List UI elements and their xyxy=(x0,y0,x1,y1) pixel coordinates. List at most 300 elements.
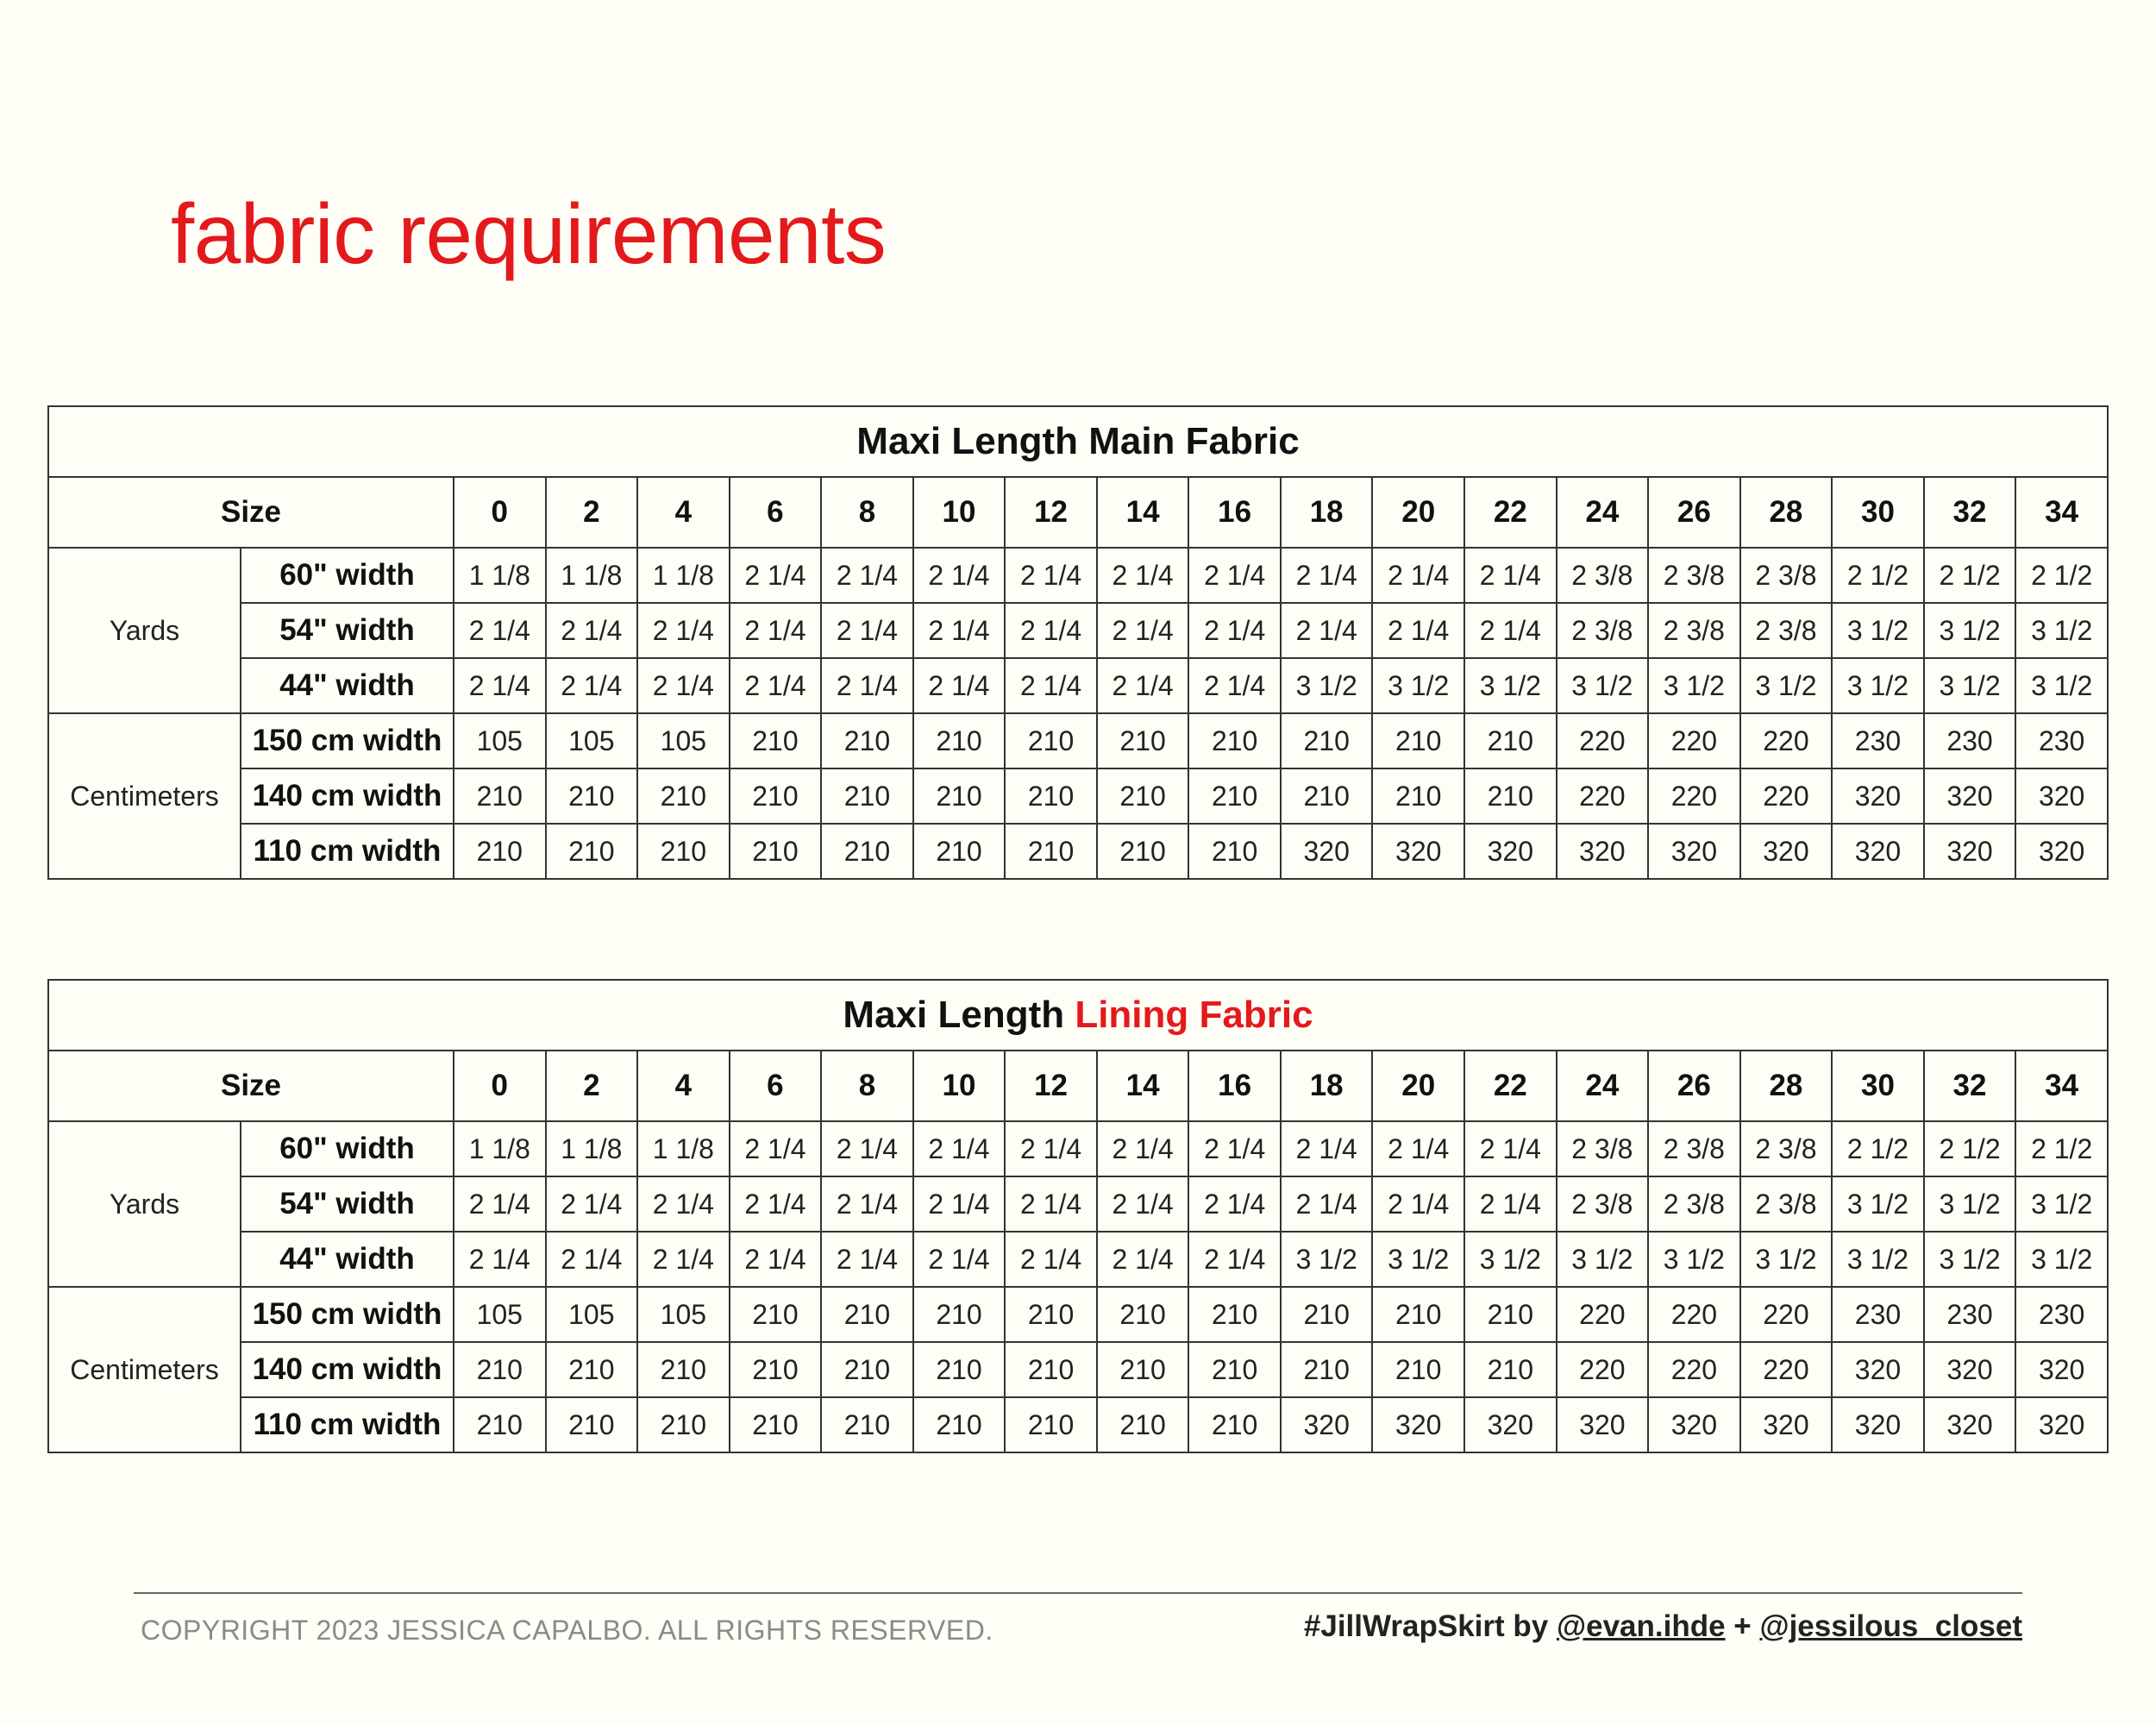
amount-cell: 2 1/4 xyxy=(454,1176,546,1232)
amount-cell: 1 1/8 xyxy=(637,1121,730,1176)
main-fabric-table xyxy=(47,405,2109,880)
amount-cell: 2 1/4 xyxy=(1372,548,1464,603)
amount-cell: 320 xyxy=(2015,1342,2108,1397)
amount-cell: 2 1/4 xyxy=(454,658,546,713)
amount-cell: 210 xyxy=(546,1397,638,1452)
amount-cell: 3 1/2 xyxy=(1832,603,1924,658)
amount-cell: 3 1/2 xyxy=(1372,658,1464,713)
caption-text: Maxi Length Main Fabric xyxy=(856,420,1300,462)
amount-cell: 2 1/4 xyxy=(1372,1176,1464,1232)
amount-cell: 2 1/4 xyxy=(546,1232,638,1287)
fabric-width-label: 44" width xyxy=(241,658,454,713)
amount-cell: 220 xyxy=(1648,1342,1740,1397)
fabric-width-label: 54" width xyxy=(241,1176,454,1232)
amount-cell: 2 1/4 xyxy=(730,1176,822,1232)
amount-cell: 320 xyxy=(1372,1397,1464,1452)
amount-cell: 2 1/4 xyxy=(1464,1176,1557,1232)
amount-cell: 210 xyxy=(821,768,913,824)
amount-cell: 3 1/2 xyxy=(1832,1232,1924,1287)
amount-cell: 230 xyxy=(1832,1287,1924,1342)
amount-cell: 2 1/4 xyxy=(1281,548,1373,603)
size-column-header: 8 xyxy=(821,1051,913,1121)
size-column-header: 18 xyxy=(1281,1051,1373,1121)
footer-divider xyxy=(134,1592,2022,1594)
table-row xyxy=(48,548,2108,603)
amount-cell: 2 3/8 xyxy=(1740,1121,1833,1176)
handle-link-jessilous[interactable]: @jessilous_closet xyxy=(1759,1609,2022,1643)
amount-cell: 2 1/4 xyxy=(637,1232,730,1287)
amount-cell: 230 xyxy=(2015,1287,2108,1342)
amount-cell: 3 1/2 xyxy=(1924,1176,2016,1232)
amount-cell: 210 xyxy=(1005,1397,1097,1452)
amount-cell: 2 1/4 xyxy=(546,658,638,713)
amount-cell: 210 xyxy=(913,713,1006,768)
caption-accent-text: Lining Fabric xyxy=(1075,994,1313,1036)
amount-cell: 2 1/4 xyxy=(730,658,822,713)
page-title: fabric requirements xyxy=(171,186,887,281)
amount-cell: 2 1/4 xyxy=(1188,603,1281,658)
amount-cell: 220 xyxy=(1557,1287,1649,1342)
amount-cell: 210 xyxy=(730,824,822,879)
amount-cell: 2 1/4 xyxy=(1464,548,1557,603)
table-row xyxy=(48,603,2108,658)
amount-cell: 320 xyxy=(1924,768,2016,824)
amount-cell: 220 xyxy=(1740,713,1833,768)
amount-cell: 320 xyxy=(1832,768,1924,824)
amount-cell: 2 1/4 xyxy=(1097,1176,1189,1232)
amount-cell: 210 xyxy=(1464,1342,1557,1397)
amount-cell: 3 1/2 xyxy=(1464,658,1557,713)
amount-cell: 210 xyxy=(454,768,546,824)
amount-cell: 3 1/2 xyxy=(2015,603,2108,658)
amount-cell: 2 1/4 xyxy=(1464,1121,1557,1176)
amount-cell: 210 xyxy=(1281,1342,1373,1397)
amount-cell: 320 xyxy=(1464,824,1557,879)
amount-cell: 2 1/4 xyxy=(913,548,1006,603)
amount-cell: 3 1/2 xyxy=(1924,658,2016,713)
amount-cell: 2 3/8 xyxy=(1740,548,1833,603)
amount-cell: 210 xyxy=(454,1342,546,1397)
amount-cell: 210 xyxy=(454,1397,546,1452)
credit-line xyxy=(1304,1609,2022,1644)
fabric-width-label: 60" width xyxy=(241,1121,454,1176)
amount-cell: 320 xyxy=(1924,1342,2016,1397)
amount-cell: 2 1/4 xyxy=(1281,1121,1373,1176)
amount-cell: 2 1/4 xyxy=(1188,1232,1281,1287)
amount-cell: 210 xyxy=(913,1287,1006,1342)
fabric-width-label: 110 cm width xyxy=(241,824,454,879)
amount-cell: 105 xyxy=(637,1287,730,1342)
amount-cell: 105 xyxy=(637,713,730,768)
size-column-header: 28 xyxy=(1740,1051,1833,1121)
amount-cell: 230 xyxy=(1924,713,2016,768)
amount-cell: 210 xyxy=(821,1342,913,1397)
size-column-header: 10 xyxy=(913,1051,1006,1121)
amount-cell: 210 xyxy=(1097,824,1189,879)
amount-cell: 2 1/4 xyxy=(1097,658,1189,713)
amount-cell: 3 1/2 xyxy=(2015,658,2108,713)
size-column-header: 20 xyxy=(1372,1051,1464,1121)
amount-cell: 320 xyxy=(1832,1342,1924,1397)
amount-cell: 2 1/4 xyxy=(1188,548,1281,603)
amount-cell: 3 1/2 xyxy=(2015,1232,2108,1287)
amount-cell: 220 xyxy=(1740,1342,1833,1397)
amount-cell: 320 xyxy=(1648,824,1740,879)
amount-cell: 2 3/8 xyxy=(1648,1176,1740,1232)
amount-cell: 220 xyxy=(1648,1287,1740,1342)
table-row xyxy=(48,1121,2108,1176)
table-caption xyxy=(48,980,2108,1051)
amount-cell: 320 xyxy=(1372,824,1464,879)
amount-cell: 2 3/8 xyxy=(1557,1121,1649,1176)
amount-cell: 210 xyxy=(1464,768,1557,824)
amount-cell: 2 3/8 xyxy=(1740,1176,1833,1232)
amount-cell: 320 xyxy=(1557,1397,1649,1452)
amount-cell: 320 xyxy=(2015,768,2108,824)
amount-cell: 210 xyxy=(454,824,546,879)
amount-cell: 2 3/8 xyxy=(1557,548,1649,603)
amount-cell: 2 1/4 xyxy=(1005,1121,1097,1176)
size-column-header: 22 xyxy=(1464,477,1557,548)
amount-cell: 210 xyxy=(730,713,822,768)
amount-cell: 220 xyxy=(1557,1342,1649,1397)
amount-cell: 210 xyxy=(821,824,913,879)
amount-cell: 2 3/8 xyxy=(1648,1121,1740,1176)
amount-cell: 230 xyxy=(2015,713,2108,768)
amount-cell: 2 1/4 xyxy=(730,548,822,603)
size-column-header: 26 xyxy=(1648,1051,1740,1121)
amount-cell: 220 xyxy=(1740,768,1833,824)
centimeters-unit-label: Centimeters xyxy=(48,713,241,879)
amount-cell: 210 xyxy=(1188,1287,1281,1342)
amount-cell: 3 1/2 xyxy=(1740,658,1833,713)
amount-cell: 210 xyxy=(821,1397,913,1452)
size-column-header: 12 xyxy=(1005,1051,1097,1121)
size-column-header: 20 xyxy=(1372,477,1464,548)
amount-cell: 210 xyxy=(821,1287,913,1342)
amount-cell: 2 1/4 xyxy=(1188,1176,1281,1232)
amount-cell: 210 xyxy=(1372,1287,1464,1342)
amount-cell: 2 1/4 xyxy=(913,1121,1006,1176)
amount-cell: 2 1/4 xyxy=(1097,548,1189,603)
size-header-row xyxy=(48,1051,2108,1121)
caption-row xyxy=(48,980,2108,1051)
caption-text: Maxi Length xyxy=(843,994,1075,1036)
amount-cell: 320 xyxy=(2015,824,2108,879)
amount-cell: 220 xyxy=(1648,713,1740,768)
size-column-header: 22 xyxy=(1464,1051,1557,1121)
amount-cell: 2 1/4 xyxy=(1372,603,1464,658)
table-row xyxy=(48,1176,2108,1232)
amount-cell: 210 xyxy=(1281,768,1373,824)
size-header: Size xyxy=(48,1051,454,1121)
credit-joiner: + xyxy=(1725,1609,1760,1643)
amount-cell: 320 xyxy=(1924,824,2016,879)
amount-cell: 2 3/8 xyxy=(1648,603,1740,658)
fabric-width-label: 150 cm width xyxy=(241,1287,454,1342)
amount-cell: 1 1/8 xyxy=(454,548,546,603)
size-column-header: 0 xyxy=(454,477,546,548)
amount-cell: 2 1/4 xyxy=(1097,603,1189,658)
amount-cell: 210 xyxy=(1188,713,1281,768)
size-column-header: 2 xyxy=(546,1051,638,1121)
amount-cell: 210 xyxy=(1005,1342,1097,1397)
amount-cell: 210 xyxy=(913,768,1006,824)
amount-cell: 220 xyxy=(1557,768,1649,824)
size-column-header: 4 xyxy=(637,477,730,548)
amount-cell: 1 1/8 xyxy=(454,1121,546,1176)
amount-cell: 2 1/2 xyxy=(1832,548,1924,603)
amount-cell: 2 3/8 xyxy=(1557,1176,1649,1232)
fabric-width-label: 60" width xyxy=(241,548,454,603)
amount-cell: 210 xyxy=(913,824,1006,879)
amount-cell: 230 xyxy=(1924,1287,2016,1342)
table-row xyxy=(48,1287,2108,1342)
amount-cell: 2 1/4 xyxy=(1188,1121,1281,1176)
caption-row xyxy=(48,406,2108,477)
amount-cell: 210 xyxy=(1005,1287,1097,1342)
centimeters-unit-label: Centimeters xyxy=(48,1287,241,1452)
amount-cell: 3 1/2 xyxy=(1648,1232,1740,1287)
size-column-header: 8 xyxy=(821,477,913,548)
amount-cell: 105 xyxy=(546,1287,638,1342)
amount-cell: 210 xyxy=(1005,824,1097,879)
size-header-row xyxy=(48,477,2108,548)
amount-cell: 3 1/2 xyxy=(1281,658,1373,713)
size-column-header: 14 xyxy=(1097,477,1189,548)
table-row xyxy=(48,768,2108,824)
amount-cell: 2 1/4 xyxy=(1372,1121,1464,1176)
amount-cell: 210 xyxy=(546,768,638,824)
amount-cell: 210 xyxy=(1281,713,1373,768)
amount-cell: 105 xyxy=(454,1287,546,1342)
amount-cell: 2 1/4 xyxy=(913,603,1006,658)
amount-cell: 210 xyxy=(1188,1397,1281,1452)
amount-cell: 210 xyxy=(1005,768,1097,824)
yards-unit-label: Yards xyxy=(48,548,241,713)
fabric-width-label: 140 cm width xyxy=(241,768,454,824)
hashtag-text: #JillWrapSkirt by xyxy=(1303,1609,1557,1643)
amount-cell: 210 xyxy=(1281,1287,1373,1342)
amount-cell: 210 xyxy=(1097,1287,1189,1342)
size-column-header: 16 xyxy=(1188,477,1281,548)
amount-cell: 210 xyxy=(1188,1342,1281,1397)
amount-cell: 210 xyxy=(1188,768,1281,824)
amount-cell: 2 1/4 xyxy=(637,658,730,713)
amount-cell: 210 xyxy=(1188,824,1281,879)
amount-cell: 210 xyxy=(730,1397,822,1452)
handle-link-evan[interactable]: @evan.ihde xyxy=(1556,1609,1726,1643)
amount-cell: 320 xyxy=(1464,1397,1557,1452)
amount-cell: 320 xyxy=(2015,1397,2108,1452)
fabric-width-label: 110 cm width xyxy=(241,1397,454,1452)
fabric-width-label: 44" width xyxy=(241,1232,454,1287)
amount-cell: 3 1/2 xyxy=(1557,658,1649,713)
amount-cell: 210 xyxy=(546,1342,638,1397)
amount-cell: 2 1/4 xyxy=(1281,603,1373,658)
amount-cell: 210 xyxy=(1097,768,1189,824)
amount-cell: 210 xyxy=(546,824,638,879)
amount-cell: 2 1/4 xyxy=(913,1176,1006,1232)
amount-cell: 2 1/4 xyxy=(730,603,822,658)
amount-cell: 2 1/4 xyxy=(1097,1121,1189,1176)
amount-cell: 210 xyxy=(1372,768,1464,824)
amount-cell: 210 xyxy=(821,713,913,768)
amount-cell: 2 1/4 xyxy=(1005,658,1097,713)
table-row xyxy=(48,1342,2108,1397)
amount-cell: 2 1/4 xyxy=(546,1176,638,1232)
amount-cell: 210 xyxy=(1464,1287,1557,1342)
amount-cell: 2 1/4 xyxy=(821,1176,913,1232)
amount-cell: 220 xyxy=(1648,768,1740,824)
amount-cell: 2 1/4 xyxy=(1005,548,1097,603)
amount-cell: 320 xyxy=(1740,1397,1833,1452)
amount-cell: 3 1/2 xyxy=(1832,658,1924,713)
amount-cell: 210 xyxy=(1097,1342,1189,1397)
amount-cell: 210 xyxy=(1097,1397,1189,1452)
yards-unit-label: Yards xyxy=(48,1121,241,1287)
amount-cell: 210 xyxy=(1464,713,1557,768)
amount-cell: 230 xyxy=(1832,713,1924,768)
amount-cell: 320 xyxy=(1832,824,1924,879)
amount-cell: 2 1/4 xyxy=(454,603,546,658)
lining-fabric-table xyxy=(47,979,2109,1453)
fabric-width-label: 54" width xyxy=(241,603,454,658)
amount-cell: 2 1/4 xyxy=(913,658,1006,713)
amount-cell: 2 1/4 xyxy=(913,1232,1006,1287)
amount-cell: 320 xyxy=(1832,1397,1924,1452)
amount-cell: 2 1/4 xyxy=(1464,603,1557,658)
amount-cell: 3 1/2 xyxy=(1372,1232,1464,1287)
amount-cell: 2 1/4 xyxy=(1005,1232,1097,1287)
amount-cell: 2 1/2 xyxy=(1924,1121,2016,1176)
amount-cell: 320 xyxy=(1740,824,1833,879)
amount-cell: 2 1/4 xyxy=(821,1232,913,1287)
amount-cell: 2 1/2 xyxy=(1832,1121,1924,1176)
size-column-header: 16 xyxy=(1188,1051,1281,1121)
size-column-header: 18 xyxy=(1281,477,1373,548)
size-column-header: 10 xyxy=(913,477,1006,548)
size-column-header: 6 xyxy=(730,477,822,548)
amount-cell: 2 1/4 xyxy=(1005,1176,1097,1232)
amount-cell: 210 xyxy=(913,1397,1006,1452)
table-caption xyxy=(48,406,2108,477)
amount-cell: 3 1/2 xyxy=(1832,1176,1924,1232)
amount-cell: 1 1/8 xyxy=(637,548,730,603)
table-row xyxy=(48,658,2108,713)
size-column-header: 6 xyxy=(730,1051,822,1121)
amount-cell: 2 1/4 xyxy=(1097,1232,1189,1287)
amount-cell: 1 1/8 xyxy=(546,548,638,603)
amount-cell: 220 xyxy=(1740,1287,1833,1342)
amount-cell: 210 xyxy=(730,1287,822,1342)
amount-cell: 2 1/4 xyxy=(730,1232,822,1287)
size-column-header: 32 xyxy=(1924,477,2016,548)
size-header: Size xyxy=(48,477,454,548)
amount-cell: 320 xyxy=(1281,1397,1373,1452)
size-column-header: 30 xyxy=(1832,477,1924,548)
amount-cell: 2 3/8 xyxy=(1740,603,1833,658)
size-column-header: 30 xyxy=(1832,1051,1924,1121)
amount-cell: 2 1/4 xyxy=(821,658,913,713)
amount-cell: 320 xyxy=(1648,1397,1740,1452)
amount-cell: 105 xyxy=(454,713,546,768)
amount-cell: 320 xyxy=(1557,824,1649,879)
amount-cell: 210 xyxy=(913,1342,1006,1397)
amount-cell: 2 1/4 xyxy=(637,603,730,658)
size-column-header: 34 xyxy=(2015,477,2108,548)
amount-cell: 3 1/2 xyxy=(1464,1232,1557,1287)
size-column-header: 2 xyxy=(546,477,638,548)
amount-cell: 2 1/4 xyxy=(1005,603,1097,658)
amount-cell: 3 1/2 xyxy=(1648,658,1740,713)
size-column-header: 24 xyxy=(1557,1051,1649,1121)
amount-cell: 3 1/2 xyxy=(2015,1176,2108,1232)
size-column-header: 28 xyxy=(1740,477,1833,548)
amount-cell: 3 1/2 xyxy=(1924,603,2016,658)
amount-cell: 2 1/4 xyxy=(821,548,913,603)
table-row xyxy=(48,1232,2108,1287)
amount-cell: 320 xyxy=(1924,1397,2016,1452)
amount-cell: 2 1/4 xyxy=(454,1232,546,1287)
amount-cell: 210 xyxy=(730,768,822,824)
amount-cell: 2 1/4 xyxy=(546,603,638,658)
amount-cell: 3 1/2 xyxy=(1281,1232,1373,1287)
amount-cell: 210 xyxy=(637,824,730,879)
amount-cell: 2 1/4 xyxy=(1281,1176,1373,1232)
size-column-header: 26 xyxy=(1648,477,1740,548)
copyright-notice: COPYRIGHT 2023 JESSICA CAPALBO. ALL RIGHTS RESERVED. xyxy=(141,1615,993,1646)
size-column-header: 4 xyxy=(637,1051,730,1121)
size-column-header: 32 xyxy=(1924,1051,2016,1121)
fabric-width-label: 150 cm width xyxy=(241,713,454,768)
amount-cell: 2 1/2 xyxy=(2015,1121,2108,1176)
amount-cell: 210 xyxy=(637,1397,730,1452)
fabric-width-label: 140 cm width xyxy=(241,1342,454,1397)
size-column-header: 34 xyxy=(2015,1051,2108,1121)
size-column-header: 24 xyxy=(1557,477,1649,548)
size-column-header: 0 xyxy=(454,1051,546,1121)
amount-cell: 105 xyxy=(546,713,638,768)
amount-cell: 210 xyxy=(1005,713,1097,768)
size-column-header: 12 xyxy=(1005,477,1097,548)
table-row xyxy=(48,824,2108,879)
amount-cell: 3 1/2 xyxy=(1557,1232,1649,1287)
table-row xyxy=(48,1397,2108,1452)
amount-cell: 2 1/4 xyxy=(730,1121,822,1176)
amount-cell: 2 3/8 xyxy=(1557,603,1649,658)
amount-cell: 2 1/2 xyxy=(1924,548,2016,603)
amount-cell: 2 1/4 xyxy=(1188,658,1281,713)
amount-cell: 210 xyxy=(1097,713,1189,768)
amount-cell: 210 xyxy=(730,1342,822,1397)
amount-cell: 1 1/8 xyxy=(546,1121,638,1176)
amount-cell: 210 xyxy=(637,768,730,824)
amount-cell: 210 xyxy=(1372,713,1464,768)
amount-cell: 2 1/4 xyxy=(637,1176,730,1232)
amount-cell: 2 3/8 xyxy=(1648,548,1740,603)
amount-cell: 210 xyxy=(637,1342,730,1397)
amount-cell: 210 xyxy=(1372,1342,1464,1397)
amount-cell: 320 xyxy=(1281,824,1373,879)
table-row xyxy=(48,713,2108,768)
amount-cell: 2 1/4 xyxy=(821,1121,913,1176)
size-column-header: 14 xyxy=(1097,1051,1189,1121)
amount-cell: 2 1/4 xyxy=(821,603,913,658)
amount-cell: 3 1/2 xyxy=(1924,1232,2016,1287)
amount-cell: 220 xyxy=(1557,713,1649,768)
amount-cell: 3 1/2 xyxy=(1740,1232,1833,1287)
